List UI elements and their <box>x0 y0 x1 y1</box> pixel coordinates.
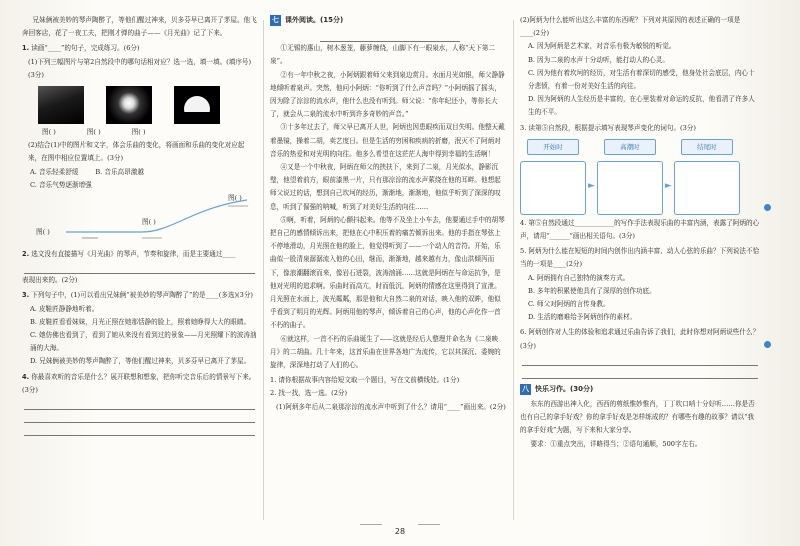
flow-head: 高潮时 <box>604 139 656 155</box>
option: B. 因为二泉的水声十分动听，能打动人的心灵。 <box>528 55 669 64</box>
question-text: 5. 阿炳为什么能在短短的时间内创作出内涵丰富、动人心弦的乐曲？下列说法不恰当的一项是____(2分) <box>520 247 760 269</box>
subquestion-2: (2)结合(1)中的图片和文字，体会乐曲的变化，将画面和乐曲的变化对应起来，在图中相应位置填上。(3分) <box>28 141 245 163</box>
arrow-icon: ► <box>664 181 672 192</box>
question-text: 2. 找一找，选一选。(2分) <box>270 389 348 398</box>
question-4 <box>22 371 257 436</box>
passage-paragraph: ⑥就这样，一首不朽的乐曲诞生了——这就是经后人整理并命名为《二泉映月》的二胡曲。几十年来，这首乐曲在世界各地广为流传，它以其深沉、委婉的旋律，深深地打动了人们的心。 <box>270 334 501 370</box>
moonrise-photo <box>174 86 220 124</box>
question-tail: 表现出来的。(2分) <box>22 276 78 285</box>
option: A. 皮鞋匠静静地听着。 <box>30 304 99 313</box>
curve-svg <box>22 194 257 246</box>
flow-step <box>597 139 663 215</box>
column-divider <box>263 20 264 520</box>
section-header <box>270 14 506 27</box>
music-curve-diagram <box>22 194 257 246</box>
question-number: 1. <box>22 44 30 53</box>
section-badge: 八 <box>522 384 529 393</box>
answer-line[interactable] <box>24 397 255 410</box>
image-labels <box>22 126 257 139</box>
section-header <box>520 383 760 396</box>
curve-label[interactable]: 图( ) <box>142 218 156 227</box>
question-text: 4. 第⑤自然段通过____________的写作手法表现乐曲的丰富内涵，表露了阿炳的心声，请用“______”画出相关语句。(3分) <box>520 218 760 241</box>
right-column <box>520 14 760 451</box>
image-label[interactable]: 图( ) <box>86 128 101 137</box>
option: D. 生活的磨难给予阿炳创作的素材。 <box>528 313 637 322</box>
question-1 <box>22 42 257 246</box>
wave-photo <box>38 86 84 124</box>
flow-diagram <box>520 139 760 215</box>
question-text: 读画“____”的句子，完成练习。(6分) <box>31 44 140 53</box>
option: A. 音乐轻柔舒缓 <box>30 167 79 176</box>
moonlight-photo <box>106 86 152 124</box>
question-3 <box>22 289 257 368</box>
option: C. 音乐气势逐渐增强 <box>30 180 92 189</box>
flow-box[interactable] <box>520 161 586 215</box>
question-number: 4. <box>22 372 30 381</box>
option: A. 阿炳拥有自己独特的演奏方式。 <box>528 273 630 282</box>
option: C. 因为他有着坎坷的经历，对生活有着深切的感受，他身处社会底层，内心十分悲愤，有着一份对美好生活的向往。 <box>528 68 755 91</box>
answer-line[interactable] <box>522 366 758 379</box>
question-text: 选文没有直接描写《月光曲》的琴声，节奏和旋律，而是主要通过____ <box>31 250 236 259</box>
column-divider <box>513 20 514 520</box>
option-row <box>22 166 257 179</box>
section-title: 快乐习作。(30分) <box>535 384 594 393</box>
margin-marker <box>764 204 771 211</box>
question-text: 3. 读第⑤自然段，根据提示填写表现琴声变化的词句。(3分) <box>520 123 696 132</box>
title-answer-line[interactable] <box>320 29 460 42</box>
question-number: 2. <box>22 250 30 259</box>
answer-line[interactable] <box>522 353 758 366</box>
curve-label[interactable]: 图( ) <box>36 228 50 237</box>
passage-paragraph: ③十多年过去了，师父早已离开人世，阿炳也因患眼疾而双目失明。他整天戴着墨镜，操着二胡，卖艺度日。但是生活的穷困和疾病的折磨，泯灭不了阿炳对音乐的热爱和对光明的向往。他多么希望在这茫茫人海中得到幸福的生活啊！ <box>270 123 505 158</box>
option: B. 皮鞋匠看看妹妹，月光正照在她那恬静的脸上，照着她睁得大大的眼睛。 <box>30 317 251 326</box>
arrow-icon: ► <box>588 181 595 192</box>
question-text: 你最喜欢听的音乐是什么？展开联想和想象，把你听完音乐后的情景写下来。(3分) <box>22 372 256 394</box>
section-badge: 七 <box>272 16 279 25</box>
flow-head: 结尾时 <box>681 139 733 155</box>
option: C. 师父对阿炳的言传身教。 <box>528 300 610 309</box>
question-text: 1. 请你根据故事内容给短文取一个题目，写在文前横线处。(1分) <box>270 376 460 385</box>
flow-head: 开始时 <box>527 139 579 155</box>
question-text: 下列句子中，(1)可以看出兄妹俩“被美妙的琴声陶醉了”的是____(多选)(3分) <box>31 291 253 300</box>
option: C. 她仿佛也看到了，看到了她从来没有看到过的景象——月光照耀下的波涛汹涌的大海。 <box>30 331 257 353</box>
option: D. 兄妹俩被美妙的琴声陶醉了，等他们醒过神来，贝多芬早已离开了茅屋。 <box>30 357 251 366</box>
flow-box[interactable] <box>674 161 740 215</box>
answer-line[interactable] <box>24 410 255 423</box>
answer-line[interactable] <box>24 423 255 436</box>
curve-label[interactable]: 图( ) <box>228 194 242 203</box>
margin-marker <box>764 341 771 348</box>
writing-prompt: 东东的西游出神入化，西西的剪纸惟妙惟肖，丁丁吹口哨十分好听……你是否也有自己的拿手好戏？你的拿手好戏是怎样练成的？有哪些有趣的故事？请以“我的拿手好戏”为题，写下来和大家分享。 <box>520 400 755 435</box>
option: D. 因为阿炳的人生经历是丰富的，在心里装着对命运的反抗，他看清了许多人生的不平。 <box>528 95 755 117</box>
flow-box[interactable] <box>597 161 663 215</box>
question-number: 3. <box>22 291 30 300</box>
question-text: (1)阿炳多年后从二泉那淙淙的流水声中听到了什么？请用“____”画出来。(2分) <box>276 402 506 411</box>
option: B. 多年的积累使他具有了深厚的创作功底。 <box>528 286 656 295</box>
option: B. 音乐高昂激越 <box>95 167 144 176</box>
image-label[interactable]: 图( ) <box>131 128 146 137</box>
question-2 <box>22 248 257 287</box>
subquestion-1: (1)下列三幅图片与第2自然段中的哪句话相对应？选一选，填一填。(填序号)(3分) <box>28 57 252 79</box>
flow-step <box>520 139 586 215</box>
question-text: 6. 阿炳创作对人生的体验和追求通过乐曲告诉了我们，此时你想对阿炳说些什么？(3分) <box>520 328 760 350</box>
image-row <box>22 86 257 124</box>
flow-step <box>674 139 740 215</box>
answer-line[interactable] <box>24 261 255 274</box>
passage-paragraph: ④又是一个中秋夜，阿炳在师父的挟扶下，来到了二泉，月光似水，静影沉璧，他望着前方，眼前漆黑一片，只有那淙淙的流水声萦绕在他的耳畔。他想起师父说过的话，想到自己坎坷的经历，渐渐地，渐渐地，他似乎听到了深深的叹息，听到了倔强的呐喊，听到了对美好生活的向往…… <box>270 163 501 211</box>
question-text: (2)阿炳为什么能听出这么丰富的东西呢？下列对其原因的表述正确的一项是____(2分) <box>520 16 741 38</box>
writing-requirements: 要求：①重点突出，详略得当；②语句通顺，500字左右。 <box>530 439 702 448</box>
section-title: 课外阅读。(15分) <box>285 16 344 24</box>
option: A. 因为阿炳是艺术家，对音乐有极为敏锐的听觉。 <box>528 42 676 51</box>
passage-paragraph: ①无锡的惠山，树木葱茏，藤萝缠绕，山脚下有一眼泉水，人称“天下第二泉”。 <box>270 44 495 66</box>
left-column <box>22 14 257 436</box>
passage-paragraph: ②有一年中秋之夜，小阿炳跟着师父来到泉边赏月。水面月光如银，师父静静地倾听着泉声。突然，他问小阿炳：“你听到了什么声音吗？”小阿炳摇了摇头，因为除了淙淙的流水声，他什么也没有听到。师父说：“你年纪还小，等你长大了，就会从二泉的流水中听到许多奇妙的声音。” <box>270 70 505 119</box>
middle-column <box>270 14 506 414</box>
intro-text: 兄妹俩被美妙的琴声陶醉了，等他们醒过神来，贝多芬早已离开了茅屋。他飞奔回客店，花了一夜工夫，把刚才弹的曲子——《月光曲》记了下来。 <box>22 16 257 38</box>
page-number: 28 <box>394 527 406 536</box>
passage-paragraph: ⑤啊，听着，阿炳的心颤抖起来。他等不及坐上小车去，他要通过手中的胡琴把自己的感情倾诉出来，把他在心中积压着的痛苦倾诉出来。他的手指在琴弦上不停地滑动，月光照在他的脸上，他觉得听到了——一个动人的音符。开始，乐曲似一股清泉潺潺流入他的心田，继而，渐渐地，越来越有力，像山洪倾泻而下，像浪潮翻滚而来，像岩石迸裂，波涛汹涌……这就是阿炳在与命运抗争，是他对光明的追求啊。乐曲时而高亢，时而低沉，阿炳的情感在这里得到了宣泄。月光照在水面上，波光粼粼，那是他和大自然二泉的对话，映入他的双眸，他似乎看到了明月的光辉。阿炳用他的琴声，倾诉着自己的心声，他的心声化作一首不朽的曲子。 <box>270 215 505 330</box>
image-label[interactable]: 图( ) <box>42 128 56 137</box>
